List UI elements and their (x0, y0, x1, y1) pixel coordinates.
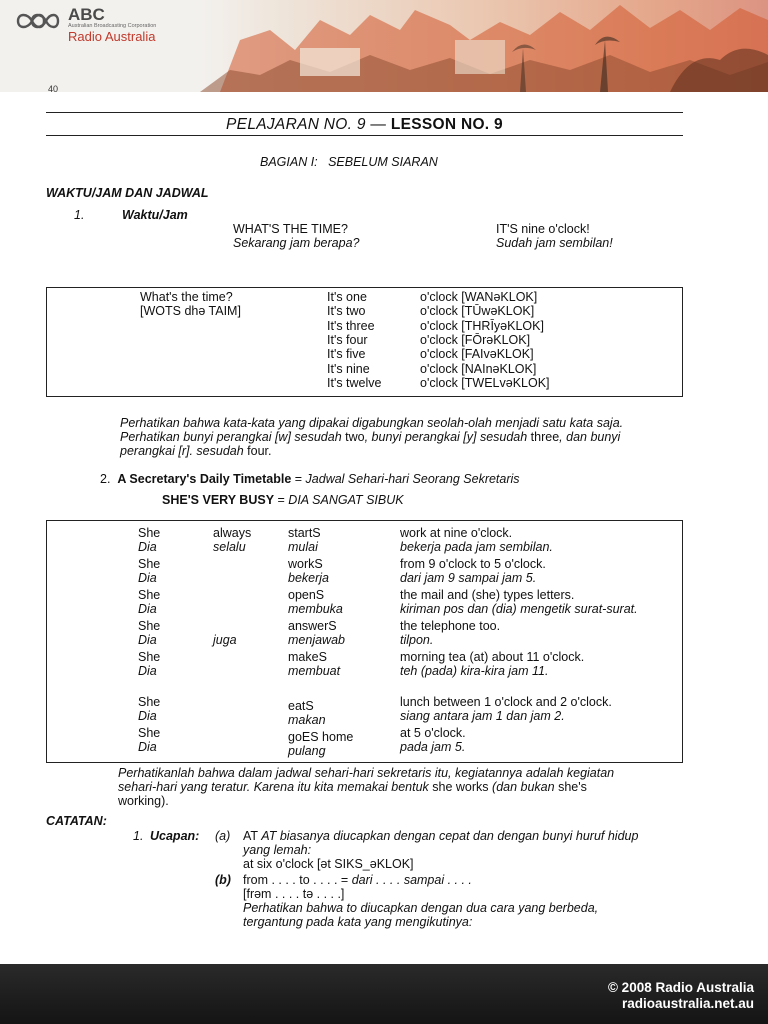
catatan-b-marker: (b) (215, 873, 231, 887)
waktu-item-label: Waktu/Jam (122, 208, 188, 222)
timetable-rest-id: siang antara jam 1 dan jam 2. (400, 709, 565, 723)
catatan-a-line1: AT AT biasanya diucapkan dengan cepat dan dengan bunyi huruf hidup (243, 829, 639, 843)
note1-word-three: three (530, 430, 560, 444)
timetable-rest-en: the telephone too. (400, 619, 501, 633)
timetable-verb-id: pulang (288, 744, 326, 758)
timetable-subject-id: Dia (138, 709, 157, 723)
note1-line2-c: , bunyi perangkai [y] sesudah (364, 430, 531, 444)
question-en: WHAT'S THE TIME? (233, 222, 348, 236)
time-row-oclock: o'clock [FAIvəKLOK] (420, 347, 534, 362)
timetable-subject-id: Dia (138, 602, 157, 616)
header-banner (0, 0, 768, 92)
time-row-its: It's twelve (327, 375, 382, 390)
catatan-b-line2: [frəm . . . . tə . . . .] (243, 887, 345, 901)
logo-corporation-text: Australian Broadcasting Corporation (68, 23, 157, 29)
secretary-title-en: A Secretary's Daily Timetable (117, 472, 292, 486)
page-number: 40 (48, 84, 59, 94)
timetable-subject-en: She (138, 557, 161, 571)
busy-line: SHE'S VERY BUSY = DIA SANGAT SIBUK (162, 493, 404, 507)
timetable-rest-en: from 9 o'clock to 5 o'clock. (400, 557, 546, 571)
secretary-heading (100, 472, 520, 486)
secretary-title-id: Jadwal Sehari-hari Seorang Sekretaris (305, 472, 520, 486)
timetable-subject-id: Dia (138, 740, 157, 754)
lesson-title (46, 116, 683, 134)
timetable-adverb-id: juga (213, 633, 237, 647)
timetable-verb-id: membuat (288, 664, 341, 678)
note2-line3 (118, 794, 169, 808)
lesson-title-sep: — (365, 116, 391, 133)
catatan-number: 1. (133, 829, 144, 843)
catatan-a-line3: at six o'clock [ət SIKS_əKLOK] (243, 857, 414, 871)
timetable-verb-en: workS (288, 557, 323, 571)
timetable-verb-en: makeS (288, 650, 327, 664)
note1-line2-a: Perhatikan bunyi perangkai [w] sesudah (120, 430, 346, 444)
timetable-rest-en: at 5 o'clock. (400, 726, 466, 740)
note1-line2-e: , dan bunyi (559, 430, 621, 444)
timetable-verb-en: startS (288, 526, 321, 540)
time-row-its: It's two (327, 304, 366, 319)
timetable-subject-id: Dia (138, 540, 157, 554)
timetable-verb-en: goES home (288, 730, 354, 744)
timetable-subject-id: Dia (138, 664, 157, 678)
secretary-equals: = (291, 472, 306, 486)
lesson-title-id: PELAJARAN NO. 9 (226, 116, 366, 133)
note2-working: working (118, 794, 162, 808)
lesson-title-en: LESSON NO. 9 (390, 116, 503, 133)
note1-line3-a: perangkai [r]. sesudah (120, 444, 248, 458)
timetable-verb-id: bekerja (288, 571, 329, 585)
catatan-b-line1-b: dari . . . . sampai . . . . (351, 873, 472, 887)
timetable-verb-id: mulai (288, 540, 318, 554)
waktu-item-number: 1. (74, 208, 85, 222)
catatan-a-line1-text: AT biasanya diucapkan dengan cepat dan dengan bunyi huruf hidup (261, 829, 639, 843)
answer-en: IT'S nine o'clock! (496, 222, 590, 236)
section-heading: BAGIAN I: SEBELUM SIARAN (260, 155, 438, 169)
timetable-verb-id: makan (288, 713, 326, 727)
banner-artwork (200, 0, 768, 92)
time-box-question-pronunciation: [WOTS dhə TAIM] (140, 304, 241, 318)
note2-line3-b: ). (161, 794, 169, 808)
note2-line1: Perhatikanlah bahwa dalam jadwal sehari-hari sekretaris itu, kegiatannya adalah kegiatan (118, 766, 615, 780)
note1-line1: Perhatikan bahwa kata-kata yang dipakai digabungkan seolah-olah menjadi satu kata saja. (120, 416, 624, 430)
time-row-its: It's four (327, 332, 368, 347)
busy-id: DIA SANGAT SIBUK (288, 493, 404, 507)
timetable-rest-id: teh (pada) kira-kira jam 11. (400, 664, 549, 678)
time-row-oclock: o'clock [TŪwəKLOK] (420, 304, 535, 319)
logo-radio-australia-text: Radio Australia (68, 29, 156, 44)
timetable-subject-en: She (138, 619, 161, 633)
note2-shes: she's (558, 780, 587, 794)
title-rule-top (46, 112, 683, 113)
note2-line2-c: (dan bukan (488, 780, 559, 794)
time-box-question: What's the time? (140, 290, 233, 304)
timetable-verb-id: menjawab (288, 633, 345, 647)
abc-logo-icon (14, 6, 62, 36)
timetable-subject-id: Dia (138, 633, 157, 647)
time-row-oclock: o'clock [THRĪyəKLOK] (420, 318, 544, 333)
timetable-adverb-en: always (213, 526, 252, 540)
note1-word-four: four (247, 444, 269, 458)
timetable-verb-id: membuka (288, 602, 343, 616)
timetable-rest-en: work at nine o'clock. (400, 526, 513, 540)
busy-en: SHE'S VERY BUSY (162, 493, 275, 507)
catatan-label: Ucapan: (150, 829, 200, 843)
abc-radio-australia-logo (14, 6, 156, 44)
note1-line3-c: . (268, 444, 272, 458)
secretary-number: 2. (100, 472, 111, 486)
footer-copyright: © 2008 Radio Australia (607, 980, 754, 995)
timetable-rest-en: lunch between 1 o'clock and 2 o'clock. (400, 695, 612, 709)
catatan-b-line1 (243, 873, 472, 887)
timetable-subject-en: She (138, 726, 161, 740)
timetable-rest-id: dari jam 9 sampai jam 5. (400, 571, 537, 585)
note1-line2 (120, 430, 620, 444)
answer-id: Sudah jam sembilan! (496, 236, 613, 250)
catatan-b-line4: tergantung pada kata yang mengikutinya: (243, 915, 473, 929)
note1-line3 (120, 444, 272, 458)
timetable-subject-en: She (138, 695, 161, 709)
question-id: Sekarang jam berapa? (233, 236, 360, 250)
time-row-its: It's one (327, 290, 367, 304)
timetable-subject-en: She (138, 588, 161, 602)
timetable-subject-en: She (138, 650, 161, 664)
timetable-rest-en: morning tea (at) about 11 o'clock. (400, 650, 585, 664)
footer-bar (0, 964, 768, 1024)
timetable-verb-en: openS (288, 588, 325, 602)
catatan-a-line2: yang lemah: (243, 843, 312, 857)
timetable-rest-id: pada jam 5. (400, 740, 466, 754)
timetable-subject-en: She (138, 526, 161, 540)
timetable-verb-en: eatS (288, 699, 314, 713)
time-row-its: It's nine (327, 361, 370, 376)
timetable-rest-id: kiriman pos dan (dia) mengetik surat-surat. (400, 602, 638, 616)
time-row-its: It's three (327, 318, 375, 333)
timetable-rest-id: bekerja pada jam sembilan. (400, 540, 553, 554)
note2-line2-a: sehari-hari yang teratur. Karena itu kita memakai bentuk (118, 780, 433, 794)
logo-abc-text: ABC (68, 5, 105, 24)
catatan-heading: CATATAN: (46, 814, 107, 828)
note1-word-two: two (345, 430, 365, 444)
time-row-its: It's five (327, 347, 366, 362)
time-row-oclock: o'clock [TWELvəKLOK] (420, 375, 550, 390)
timetable-subject-id: Dia (138, 571, 157, 585)
note2-she-works: she works (432, 780, 489, 794)
note2-line2 (118, 780, 587, 794)
time-row-oclock: o'clock [FŌrəKLOK] (420, 332, 531, 347)
time-row-oclock: o'clock [NAInəKLOK] (420, 361, 537, 376)
title-rule-bottom (46, 135, 683, 136)
timetable-verb-en: answerS (288, 619, 337, 633)
catatan-b-line3: Perhatikan bahwa to diucapkan dengan dua cara yang berbeda, (243, 901, 599, 915)
footer-url[interactable]: radioaustralia.net.au (621, 996, 754, 1011)
catatan-a-marker: (a) (215, 829, 231, 843)
timetable-adverb-id: selalu (213, 540, 246, 554)
catatan-b-line1-a: from . . . . to . . . . = (243, 873, 352, 887)
timetable-rest-en: the mail and (she) types letters. (400, 588, 575, 602)
timetable-rest-id: tilpon. (400, 633, 434, 647)
waktu-heading: WAKTU/JAM DAN JADWAL (46, 186, 209, 200)
time-row-oclock: o'clock [WANəKLOK] (420, 290, 538, 304)
